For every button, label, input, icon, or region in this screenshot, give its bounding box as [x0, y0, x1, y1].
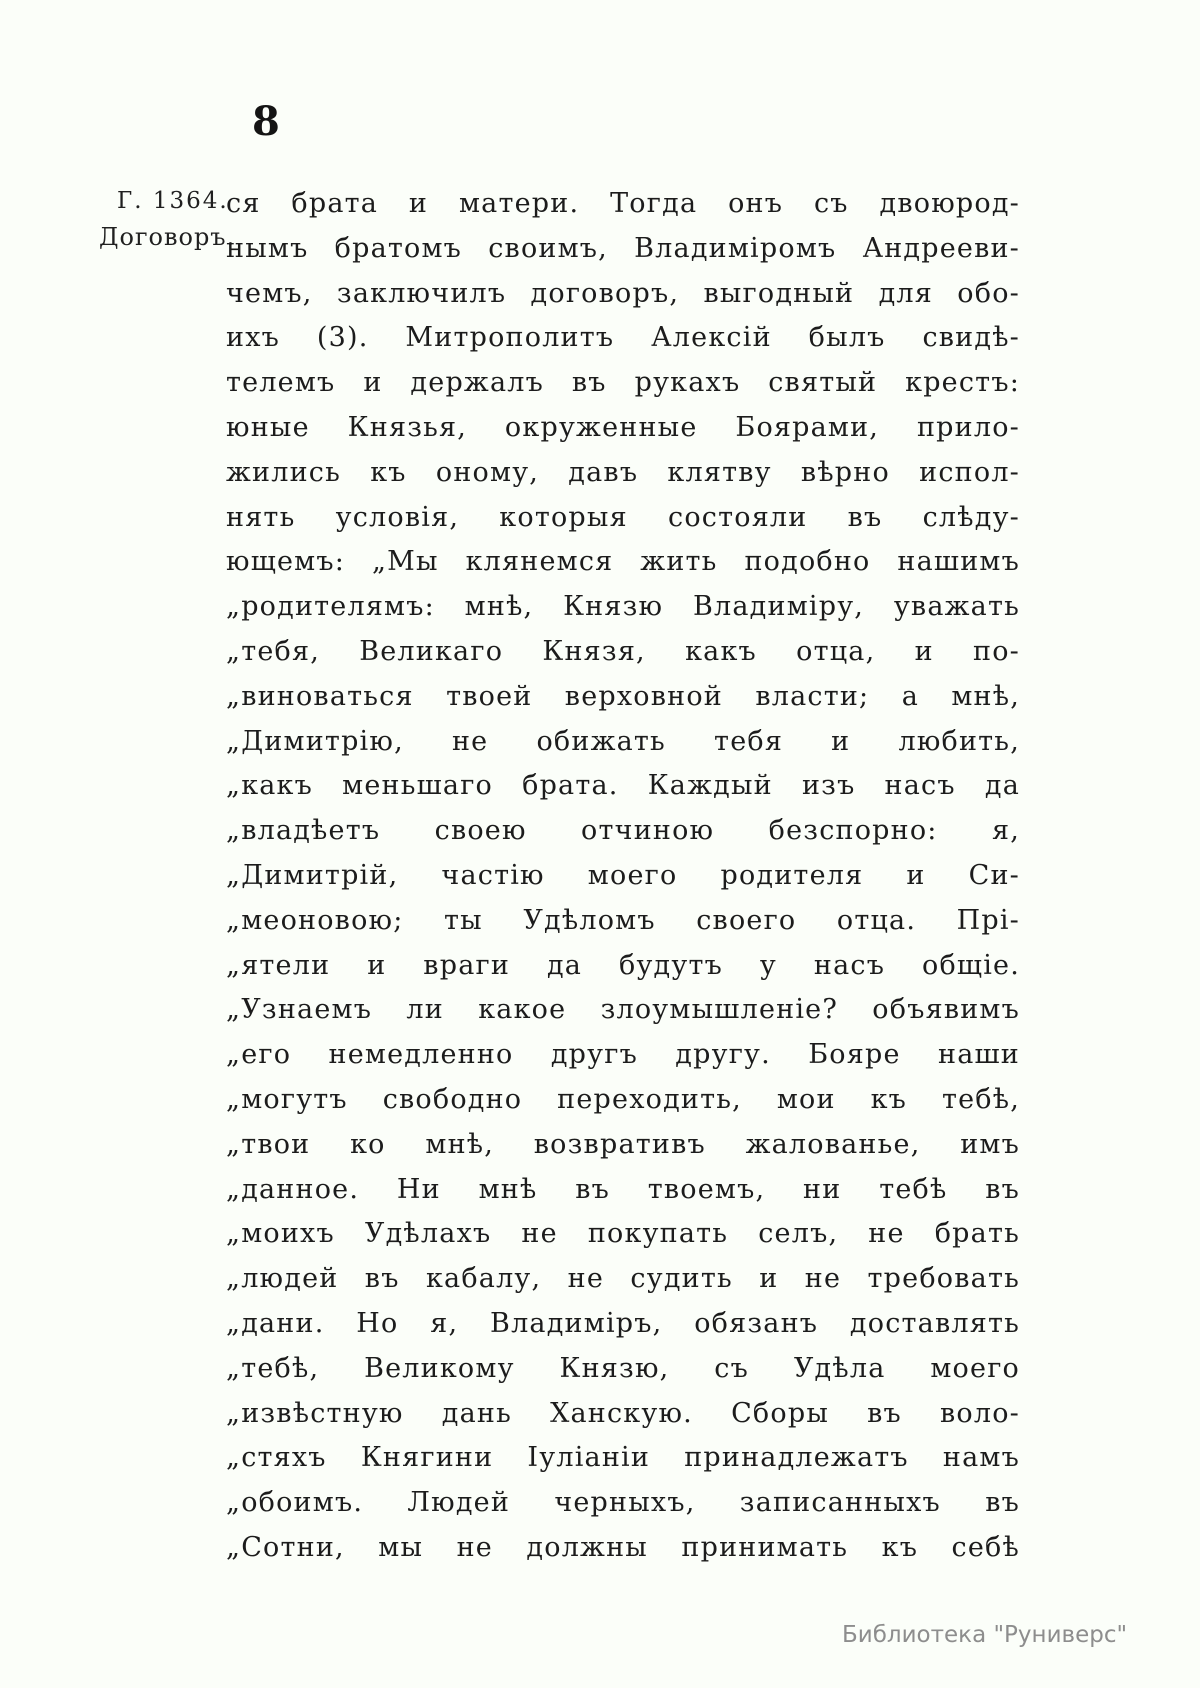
text-line: телемъ и держалъ въ рукахъ святый крестъ:: [226, 367, 1020, 399]
text-line: юные Князья, окруженные Боярами, прило-: [226, 411, 1020, 443]
text-line: „обоимъ. Людей черныхъ, записанныхъ въ: [226, 1487, 1020, 1519]
text-line: „Узнаемъ ли какое злоумышленіе? объявимъ: [226, 994, 1020, 1026]
text-line: „людей въ кабалу, не судить и не требовать: [226, 1263, 1020, 1295]
body-text: [226, 182, 1020, 1571]
text-line: жились къ оному, давъ клятву вѣрно испол-: [226, 456, 1020, 488]
margin-note-label: Договоръ.: [99, 223, 236, 251]
text-line: „Димитрію, не обижать тебя и любить,: [226, 725, 1020, 757]
text-line: „ятели и враги да будутъ у насъ общіе.: [226, 949, 1020, 981]
text-line: ющемъ: „Мы клянемся жить подобно нашимъ: [226, 546, 1020, 578]
text-line: ихъ (3). Митрополитъ Алексій былъ свидѣ-: [226, 322, 1020, 354]
text-line: „стяхъ Княгини Іуліаніи принадлежатъ намъ: [226, 1442, 1020, 1474]
text-line: „твои ко мнѣ, возвративъ жалованье, имъ: [226, 1128, 1020, 1160]
text-line: „родителямъ: мнѣ, Князю Владиміру, уважать: [226, 591, 1020, 623]
text-line: „извѣстную дань Ханскую. Сборы въ воло-: [226, 1397, 1020, 1429]
text-line: „меоновою; ты Удѣломъ своего отца. Прі-: [226, 904, 1020, 936]
text-line: „Сотни, мы не должны принимать къ себѣ: [226, 1531, 1020, 1563]
text-line: „могутъ свободно переходить, мои къ тебѣ,: [226, 1083, 1020, 1115]
text-line: „владѣетъ своею отчиною безспорно: я,: [226, 815, 1020, 847]
text-line: чемъ, заключилъ договоръ, выгодный для обо-: [226, 277, 1020, 309]
text-line: „Димитрій, частію моего родителя и Си-: [226, 859, 1020, 891]
page-number: 8: [252, 98, 280, 145]
text-line: „тебѣ, Великому Князю, съ Удѣла моего: [226, 1352, 1020, 1384]
text-line: „его немедленно другъ другу. Бояре наши: [226, 1039, 1020, 1071]
text-line: нять условія, которыя состояли въ слѣду-: [226, 501, 1020, 533]
text-line: нымъ братомъ своимъ, Владиміромъ Андрееви-: [226, 232, 1020, 264]
text-line: „какъ меньшаго брата. Каждый изъ насъ да: [226, 770, 1020, 802]
margin-note-year: Г. 1364.: [117, 188, 229, 214]
text-line: „тебя, Великаго Князя, какъ отца, и по-: [226, 635, 1020, 667]
text-line: ся брата и матери. Тогда онъ съ двоюрод-: [226, 188, 1020, 219]
text-line: „виноваться твоей верховной власти; а мнѣ,: [226, 680, 1020, 712]
text-line: „данное. Ни мнѣ въ твоемъ, ни тебѣ въ: [226, 1173, 1020, 1205]
text-line: „моихъ Удѣлахъ не покупать селъ, не брать: [226, 1218, 1020, 1250]
watermark: Библиотека "Руниверс": [842, 1622, 1128, 1648]
text-line: „дани. Но я, Владиміръ, обязанъ доставлять: [226, 1307, 1020, 1339]
